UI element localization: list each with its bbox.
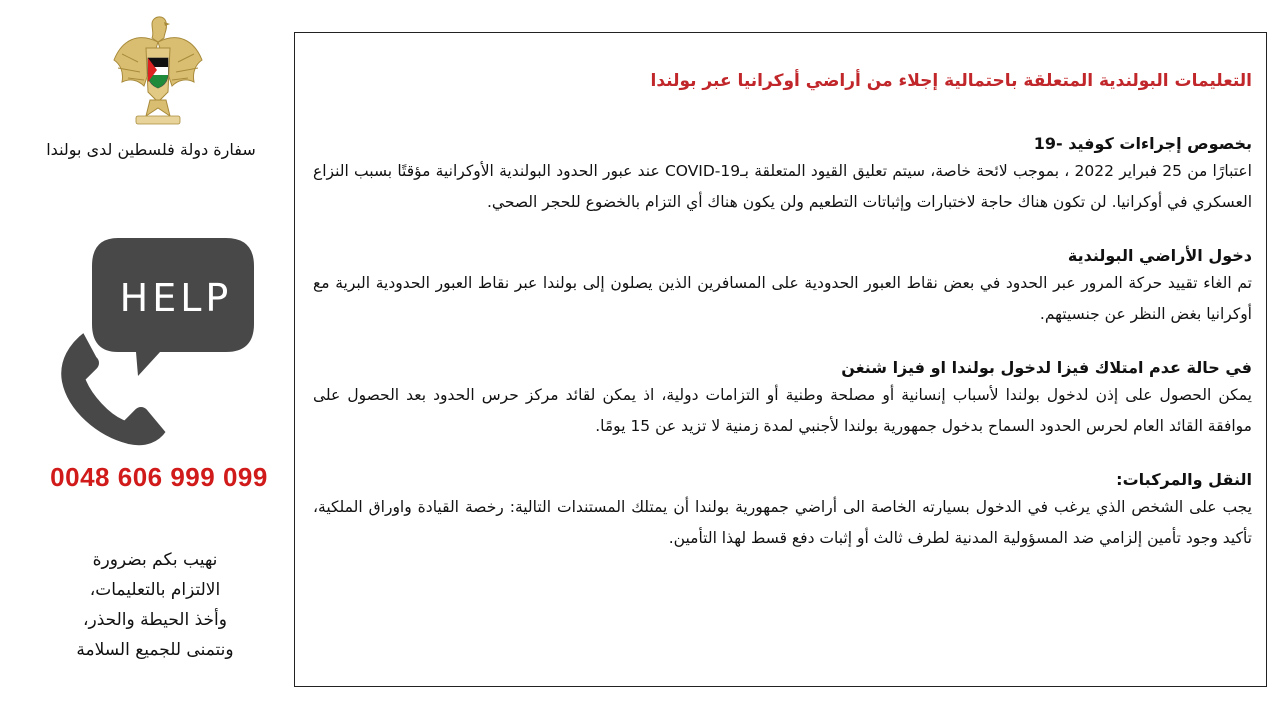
document-title: التعليمات البولندية المتعلقة باحتمالية إجلاء من أراضي أوكرانيا عبر بولندا	[650, 71, 1252, 91]
advice-text	[40, 545, 270, 665]
section-heading: النقل والمركبات:	[1116, 470, 1252, 489]
section-body: يمكن الحصول على إذن لدخول بولندا لأسباب إنسانية أو مصلحة وطنية أو التزامات دولية، اذ يمكن لقائد مركز حرس الحدود بعد الحصول على موافقة القائد العام لحرس الحدود السماح بدخول جمهورية بولندا لأجنبي لمدة زمنية لا تزيد عن 15 يومًا.	[313, 386, 1252, 435]
sidebar	[0, 0, 300, 720]
embassy-name: سفارة دولة فلسطين لدى بولندا	[46, 140, 256, 159]
speech-bubble-icon	[48, 232, 258, 452]
advice-line: نهيب بكم بضرورة	[92, 550, 218, 570]
advice-line: ونتمنى للجميع السلامة	[76, 640, 234, 660]
section-body: اعتبارًا من 25 فبراير 2022 ، بموجب لائحة خاصة، سيتم تعليق القيود المتعلقة بـCOVID-19 عند عبور الحدود البولندية الأوكرانية مؤقتًا بسبب النزاع العسكري في أوكرانيا. لن تكون هناك حاجة لاختبارات وإثباتات التطعيم ولن يكون هناك أي التزام بالخضوع للحجر الصحي.	[313, 162, 1252, 211]
help-label: HELP	[119, 276, 233, 320]
section-heading: بخصوص إجراءات كوفيد -19	[1033, 134, 1252, 153]
advice-line: وأخذ الحيطة والحذر،	[83, 610, 227, 630]
section-covid	[313, 133, 1252, 218]
phone-number[interactable]: 0048 606 999 099	[50, 462, 268, 492]
palestine-eagle-emblem-icon	[108, 12, 208, 130]
section-heading: دخول الأراضي البولندية	[1067, 246, 1252, 265]
section-heading: في حالة عدم امتلاك فيزا لدخول بولندا او فيزا شنغن	[841, 358, 1252, 377]
section-vehicles	[313, 469, 1252, 554]
section-body: يجب على الشخص الذي يرغب في الدخول بسيارته الخاصة الى أراضي جمهورية بولندا أن يمتلك المستندات التالية: رخصة القيادة واوراق الملكية، تأكيد وجود تأمين إلزامي ضد المسؤولية المدنية لطرف ثالث أو إثبات دفع قسط لهذا التأمين.	[313, 498, 1252, 547]
instructions-box	[294, 32, 1267, 687]
section-entry	[313, 245, 1252, 330]
advice-line: الالتزام بالتعليمات،	[89, 580, 221, 600]
help-phone-graphic	[48, 232, 258, 452]
section-visa	[313, 357, 1252, 442]
section-body: تم الغاء تقييد حركة المرور عبر الحدود في بعض نقاط العبور الحدودية على المسافرين الذين يصلون إلى بولندا عبر نقاط العبور الحدودية البرية مع أوكرانيا بغض النظر عن جنسيتهم.	[313, 274, 1252, 323]
